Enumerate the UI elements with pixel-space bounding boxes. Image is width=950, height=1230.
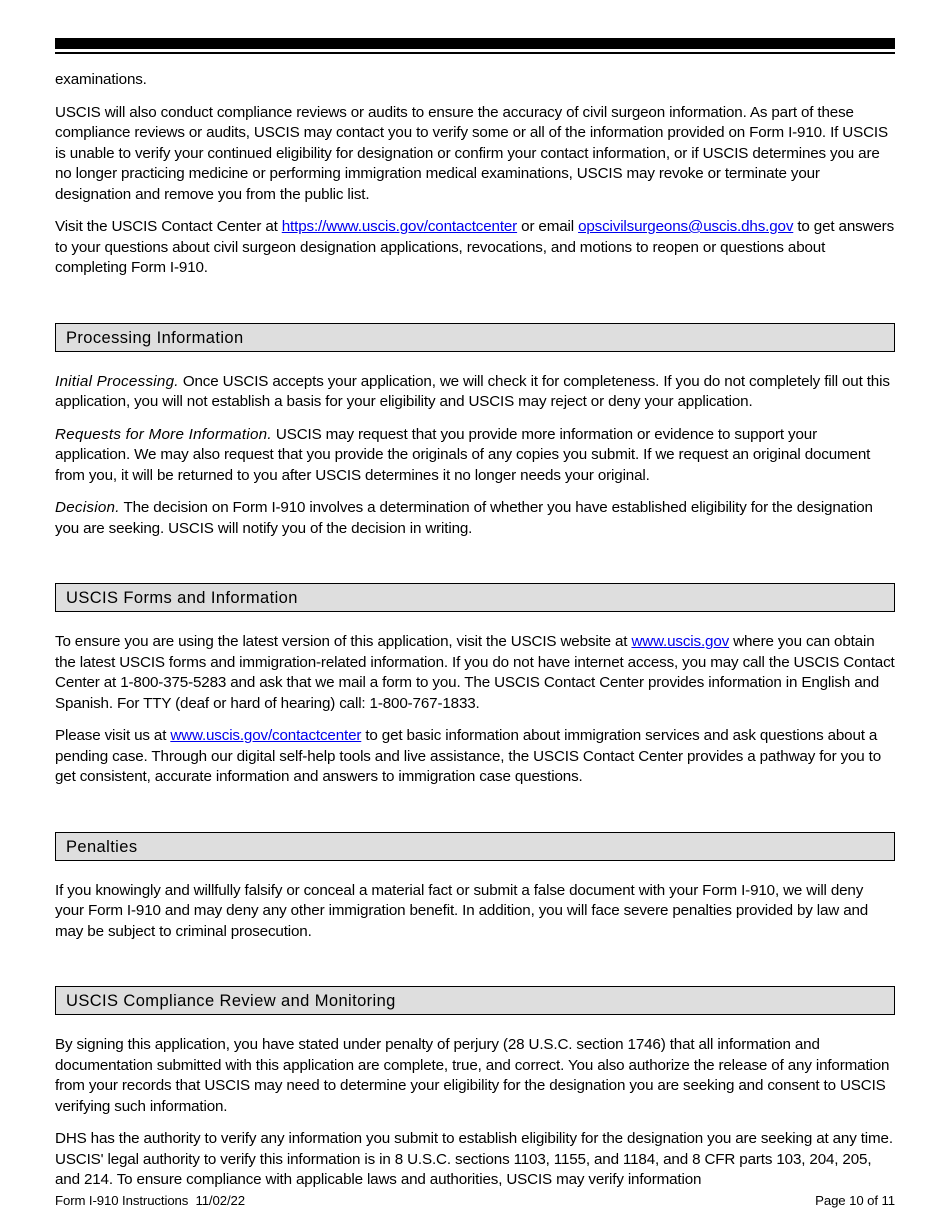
contact-center-text-before: Visit the USCIS Contact Center at (55, 218, 282, 235)
decision-paragraph (55, 498, 895, 539)
requests-more-information-text: USCIS may request that you provide more information or evidence to support your application. We may also request that you provide the originals of any copies you submit. If we request an original document from you, it will be returned to you after USCIS determines it no longer needs your original. (55, 425, 871, 484)
initial-processing-lead-in: Initial Processing. (55, 372, 179, 390)
forms-information-paragraph-2 (55, 726, 895, 788)
requests-more-information-lead-in: Requests for More Information. (55, 425, 272, 443)
penalties-paragraph: If you knowingly and willfully falsify or conceal a material fact or submit a false document with your Form I-910, we will deny your Form I-910 and may deny any other immigration benefit. In addition, you will face severe penalties provided by law and may be subject to criminal prosecution. (55, 881, 869, 940)
spacer-before-penalties (55, 800, 895, 814)
section-heading-uscis-compliance-review-and-monitoring: USCIS Compliance Review and Monitoring (55, 986, 895, 1015)
uscis-gov-contactcenter-link[interactable]: www.uscis.gov/contactcenter (170, 727, 362, 744)
initial-processing-text: Once USCIS accepts your application, we will check it for completeness. If you do not completely fill out this application, you will not establish a basis for your eligibility and USCIS may reject or deny your application. (55, 372, 890, 410)
section-heading-processing-information: Processing Information (55, 323, 895, 352)
spacer-before-compliance (55, 954, 895, 968)
visit-text-before: Please visit us at (55, 727, 171, 744)
header-thick-rule (55, 38, 895, 49)
compliance-paragraph-1: By signing this application, you have stated under penalty of perjury (28 U.S.C. section 1746) that all information and documentation submitted with this application are complete, true, and correct. You also authorize the release of any information from your records that USCIS may need to determine your eligibility for the designation you are seeking and consent to USCIS verifying such information. (55, 1036, 890, 1115)
forms-text-after: where you can obtain the latest USCIS forms and immigration-related information. If you do not have internet access, you may call the USCIS Contact Center at 1-800-375-5283 and ask that we mail a form to you. The USCIS Contact Center provides information in English and Spanish. For TTY (deaf or hard of hearing) call: 1-800-767-1833. (55, 633, 895, 712)
footer-page-number: Page 10 of 11 (815, 1193, 895, 1208)
spacer-before-processing (55, 291, 895, 305)
contact-center-paragraph (55, 217, 895, 279)
continuation-line: examinations. (55, 71, 147, 88)
forms-text-before: To ensure you are using the latest version of this application, visit the USCIS website at (55, 633, 632, 650)
page-header-rules (55, 0, 895, 54)
footer-revision-date: 11/02/22 (195, 1193, 245, 1208)
spacer-before-forms (55, 551, 895, 565)
compliance-paragraph-2: DHS has the authority to verify any information you submit to establish eligibility for the designation you are seeking at any time. USCIS' legal authority to verify this information is in 8 U.S.C. sections 1103, 1155, and 1184, and 8 CFR parts 103, 204, 205, and 214. To ensure compliance with applicable laws and authorities, USCIS may verify information (55, 1130, 893, 1188)
compliance-reviews-paragraph: USCIS will also conduct compliance reviews or audits to ensure the accuracy of civil surgeon information. As part of these compliance reviews or audits, USCIS may contact you to verify some or all of the information provided on Form I-910. If USCIS is unable to verify your continued eligibility for designation or confirm your contact information, or if USCIS determines you are no longer practicing medicine or performing immigration medical examinations, USCIS may revoke or terminate your designation and remove you from the public list. (55, 103, 888, 203)
requests-more-information-paragraph (55, 425, 895, 487)
page-footer (55, 1193, 895, 1208)
footer-form-name: Form I-910 Instructions (55, 1193, 189, 1208)
uscis-contactcenter-link[interactable]: https://www.uscis.gov/contactcenter (281, 218, 518, 235)
section-heading-penalties: Penalties (55, 832, 895, 861)
opscivilsurgeons-email-link[interactable]: opscivilsurgeons@uscis.dhs.gov (578, 218, 794, 235)
initial-processing-paragraph (55, 372, 895, 413)
contact-center-text-after: to get answers to your questions about civil surgeon designation applications, revocations, and motions to reopen or questions about completing Form I-910. (55, 218, 895, 276)
decision-lead-in: Decision. (55, 499, 120, 516)
visit-text-after: to get basic information about immigration services and ask questions about a pending case. Through our digital self-help tools and live assistance, the USCIS Contact Center provides a pathway for you to get consistent, accurate information and answers to immigration case questions. (55, 727, 882, 785)
decision-text: The decision on Form I-910 involves a determination of whether you have established eligibility for the designation you are seeking. USCIS will notify you of the decision in writing. (55, 499, 873, 537)
uscis-gov-link[interactable]: www.uscis.gov (631, 633, 730, 650)
section-heading-uscis-forms-and-information: USCIS Forms and Information (55, 583, 895, 612)
document-content (55, 54, 895, 1191)
forms-information-paragraph-1 (55, 632, 895, 714)
footer-form-reference (55, 1193, 245, 1208)
contact-center-text-between: or email (517, 218, 579, 235)
